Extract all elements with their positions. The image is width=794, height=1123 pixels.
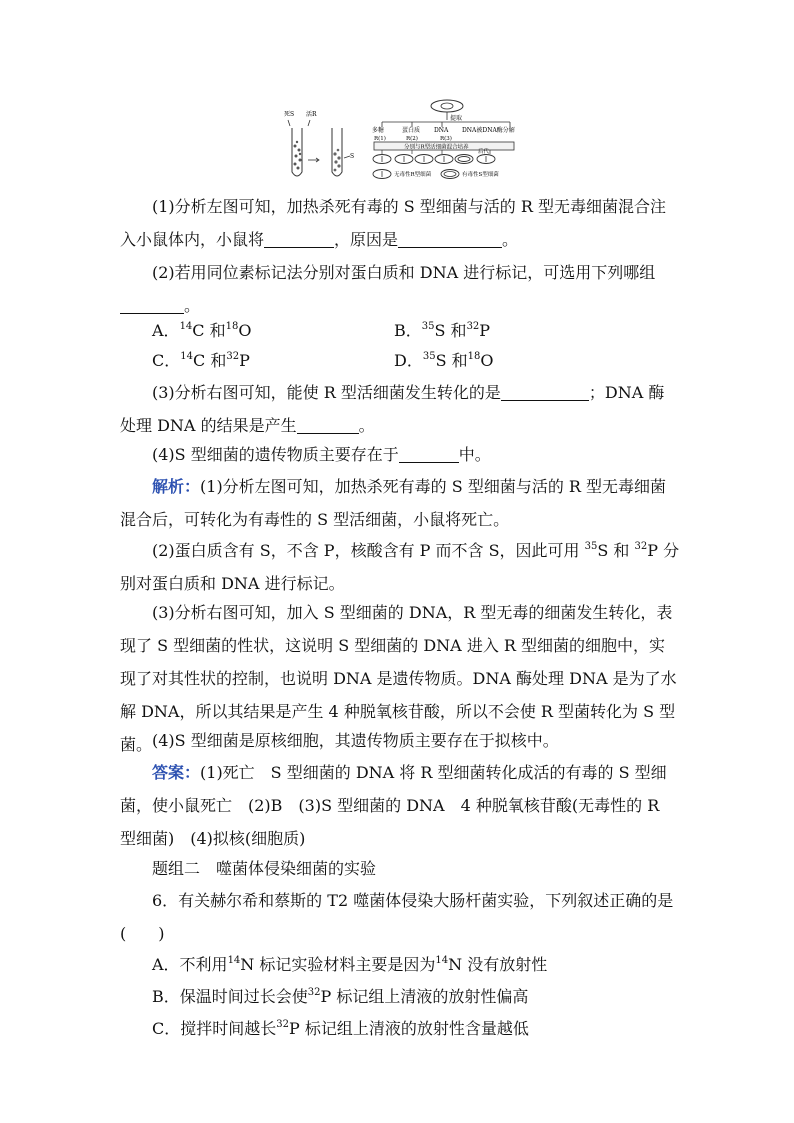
option-c-mass-1: 14 bbox=[180, 351, 193, 362]
option-a-symbol-1: C 和 bbox=[192, 321, 226, 340]
group-title: 题组二 噬菌体侵染细菌的实验 bbox=[152, 859, 377, 878]
right-item-1: 多糖 bbox=[372, 127, 385, 134]
option-c-symbol-1: C 和 bbox=[192, 351, 227, 370]
option-b-symbol-1: S 和 bbox=[434, 321, 467, 340]
option-d-mass-2: 18 bbox=[467, 351, 481, 362]
option-a bbox=[152, 314, 252, 347]
analysis-p2-symbol-2: P 分别 bbox=[120, 541, 680, 593]
question-6-paren: ( ) bbox=[120, 924, 165, 943]
question-3-text-a1: (3)分析右图可知，能使 R 型活细菌发生转化的是 bbox=[152, 383, 501, 402]
analysis-p2-text-b: 对蛋白质和 DNA 进行标记。 bbox=[136, 574, 345, 593]
question-6-stem-text: 6．有关赫尔希和蔡斯的 T2 噬菌体侵染大肠杆菌实验，下列叙述正确的是 bbox=[152, 891, 674, 910]
left-label-live-r: 活R bbox=[306, 111, 317, 118]
analysis-p2 bbox=[120, 534, 680, 600]
answer-blank bbox=[399, 444, 459, 463]
question-4-text-a2: 中。 bbox=[458, 445, 491, 464]
analysis-p2-text-a: (2)蛋白质含有 S，不含 P，核酸含有 P 而不含 S，因此可用 bbox=[152, 541, 585, 560]
right-sub-3: R(3) bbox=[440, 136, 452, 142]
question-6-stem bbox=[120, 884, 680, 950]
question-1-text-b3: 。 bbox=[502, 230, 519, 249]
question-1-line-1: (1)分析左图可知，加热杀死有毒的 S 型细菌与活的 R 型无毒细菌混合注入 bbox=[120, 197, 667, 249]
option-a-mass-2: 18 bbox=[225, 321, 239, 332]
option-d bbox=[394, 344, 494, 377]
q6-option-b-text-2: P 标记组上清液的放射性偏高 bbox=[320, 987, 529, 1006]
q6-option-b-mass: 32 bbox=[307, 987, 321, 998]
option-b-mass-1: 35 bbox=[421, 321, 435, 332]
option-c bbox=[152, 344, 250, 377]
q6-option-a-text-2: N 标记实验材料主要是因为 bbox=[240, 955, 436, 974]
question-1 bbox=[120, 190, 680, 256]
question-2-text-b: 。 bbox=[184, 296, 201, 315]
answer-blank bbox=[264, 229, 334, 248]
right-item-4: DNA被DNA酶分解 bbox=[462, 127, 515, 134]
question-2 bbox=[120, 256, 680, 322]
question-6-option-c bbox=[152, 1012, 692, 1045]
right-sub-1: R(1) bbox=[374, 136, 386, 142]
option-c-mass-2: 32 bbox=[226, 351, 240, 362]
option-c-symbol-2: P bbox=[239, 351, 250, 370]
question-4 bbox=[120, 438, 680, 471]
question-4-text-a1: (4)S 型细菌的遗传物质主要存在于 bbox=[152, 445, 399, 464]
experiment-figure bbox=[278, 96, 518, 188]
option-d-prefix: D． bbox=[394, 351, 423, 370]
question-3 bbox=[120, 376, 680, 442]
q6-option-b-text-1: B．保温时间过长会使 bbox=[152, 987, 308, 1006]
option-d-mass-1: 35 bbox=[422, 351, 436, 362]
analysis-p1 bbox=[120, 470, 680, 536]
question-1-text-b1: 小鼠体内，小鼠将 bbox=[136, 230, 265, 249]
right-after-label: 后代 bbox=[478, 149, 490, 155]
q6-option-c-text-1: C．搅拌时间越长 bbox=[152, 1019, 277, 1038]
option-d-symbol-1: S 和 bbox=[435, 351, 468, 370]
q6-option-a-text-3: N 没有放射性 bbox=[448, 955, 548, 974]
right-item-2: 蛋白质 bbox=[402, 127, 421, 134]
analysis-p2-mass-1: 35 bbox=[584, 541, 598, 552]
option-d-symbol-2: O bbox=[480, 351, 494, 370]
answer-block bbox=[120, 756, 680, 855]
option-b-prefix: B． bbox=[394, 321, 422, 340]
question-3-text-b1: 理 DNA 的结果是产生 bbox=[136, 416, 297, 435]
option-b-mass-2: 32 bbox=[466, 321, 480, 332]
question-3-text-b2: 。 bbox=[358, 416, 375, 435]
right-sub-2: R(2) bbox=[406, 136, 418, 142]
answer-blank bbox=[501, 382, 589, 401]
analysis-p2-symbol-1: S 和 bbox=[597, 541, 635, 560]
right-band-label: 分别与R型活细菌混合培养 bbox=[404, 144, 469, 151]
option-b bbox=[394, 314, 490, 347]
option-c-prefix: C． bbox=[152, 351, 181, 370]
analysis-p1-line-2: 合后，可转化为有毒性的 S 型活细菌，小鼠将死亡。 bbox=[136, 510, 510, 529]
question-6-option-a bbox=[152, 948, 692, 981]
analysis-p4: (4)S 型细菌是原核细胞，其遗传物质主要存在于拟核中。 bbox=[152, 731, 559, 750]
answer-blank bbox=[120, 295, 184, 314]
answer-text: (1)死亡 S 型细菌的 DNA 将 R 型细菌转化成活的有毒的 S 型细菌，使小鼠死亡 (2)B (3)S 型细菌的 DNA 4 种脱氧核苷酸(无毒性的 R 型细菌) (4)拟核(细胞质) bbox=[120, 763, 667, 848]
q6-option-a-text-1: A．不利用 bbox=[152, 955, 228, 974]
analysis-label: 解析： bbox=[152, 477, 201, 496]
options-row-2 bbox=[152, 344, 692, 377]
option-b-symbol-2: P bbox=[479, 321, 491, 340]
answer-label: 答案： bbox=[152, 763, 201, 782]
right-item-3: DNA bbox=[434, 127, 449, 134]
question-2-text-a: (2)若用同位素标记法分别对蛋白质和 DNA 进行标记，可选用下列哪组 bbox=[152, 263, 656, 282]
options-row-1 bbox=[152, 314, 692, 347]
question-3-text-a2: ；DNA 酶处 bbox=[120, 383, 665, 435]
figure-drawing bbox=[278, 96, 518, 188]
option-a-mass-1: 14 bbox=[179, 321, 193, 332]
left-label-dead-s: 死S bbox=[284, 111, 295, 118]
answer-blank bbox=[297, 415, 359, 434]
analysis-p3: (3)分析右图可知，加入 S 型细菌的 DNA，R 型无毒的细菌发生转化，表现了 S 型细菌的性状，这说明 S 型细菌的 DNA 进入 R 型细菌的细胞中，实现了对其性状的控制，也说明 DNA 是遗传物质。DNA 酶处理 DNA 是为了水解 DNA，所以其结果是产生 4 种脱氧核苷酸，所以不会使 R 型菌转化为 S 型菌。 bbox=[120, 603, 677, 754]
q6-option-c-text-2: P 标记组上清液的放射性含量越低 bbox=[288, 1019, 529, 1038]
analysis-p2-mass-2: 32 bbox=[634, 541, 648, 552]
q6-option-c-mass: 32 bbox=[276, 1019, 289, 1030]
answer-blank bbox=[398, 229, 502, 248]
legend-r-label: 无毒性R型细菌 bbox=[394, 172, 432, 178]
left-arrow-label: S bbox=[350, 153, 355, 160]
q6-option-a-mass-1: 14 bbox=[227, 955, 241, 966]
legend-s-label: 有毒性S型细菌 bbox=[462, 172, 499, 178]
option-a-symbol-2: O bbox=[238, 321, 252, 340]
question-6-option-b bbox=[152, 980, 692, 1013]
question-1-text-b2: ，原因是 bbox=[334, 230, 399, 249]
analysis-p1-line-1: (1)分析左图可知，加热杀死有毒的 S 型细菌与活的 R 型无毒细菌混 bbox=[120, 477, 667, 529]
option-a-prefix: A． bbox=[152, 321, 180, 340]
q6-option-a-mass-2: 14 bbox=[435, 955, 449, 966]
right-top-label: 提取 bbox=[450, 115, 463, 122]
